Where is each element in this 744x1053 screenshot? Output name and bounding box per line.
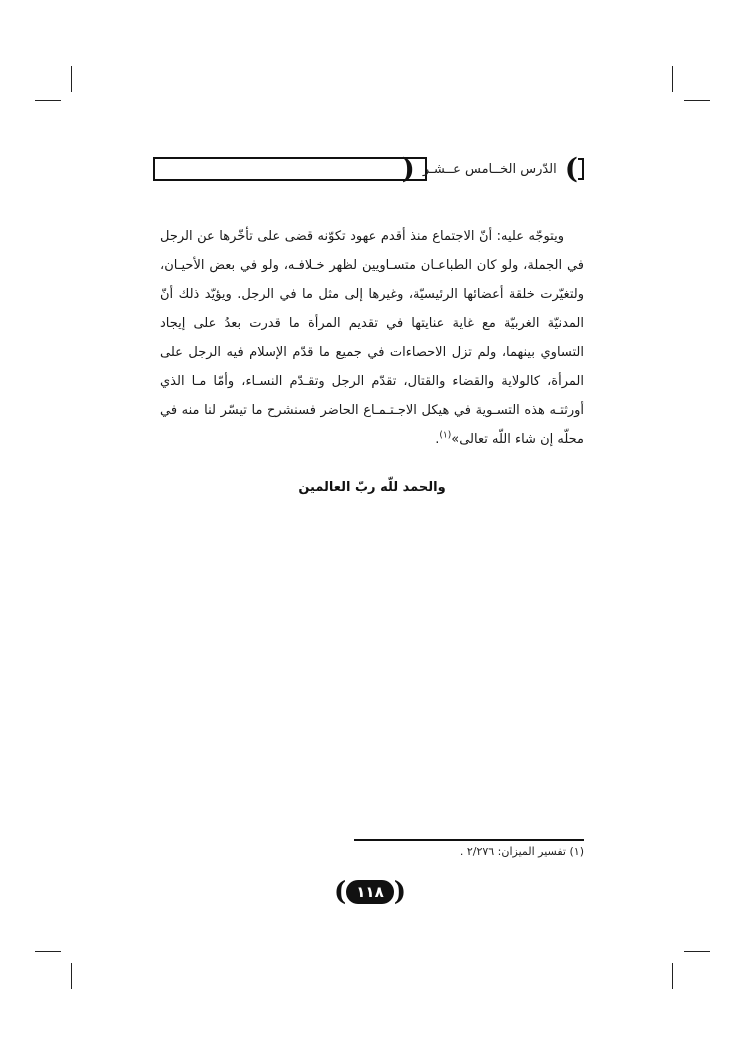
footnote-rule xyxy=(354,839,584,841)
page-number: ١١٨ xyxy=(346,880,393,904)
header-end-bracket xyxy=(578,158,584,180)
body-paragraph xyxy=(160,222,584,454)
header-title: الدّرس الخــامس عــشـر xyxy=(422,161,557,177)
crop-mark-top-left-h xyxy=(35,100,61,101)
running-header xyxy=(153,152,584,185)
header-title-group xyxy=(401,152,584,185)
page-number-open-paren: ( xyxy=(333,877,347,907)
body-text xyxy=(160,222,584,454)
header-rule-box xyxy=(153,152,427,185)
crop-mark-top-right-h xyxy=(684,100,710,101)
crop-mark-bottom-left-v xyxy=(71,963,72,989)
closing-line: والحمد للّه ربّ العالمين xyxy=(298,480,446,495)
header-close-paren: ) xyxy=(401,152,415,185)
page-number-close-paren: ) xyxy=(393,877,407,907)
footnote-text: (١) تفسير الميزان: ٢/٢٧٦ . xyxy=(459,845,584,858)
crop-mark-top-right-v xyxy=(672,66,673,92)
crop-mark-bottom-right-h xyxy=(684,951,710,952)
crop-mark-bottom-right-v xyxy=(672,963,673,989)
crop-mark-bottom-left-h xyxy=(35,951,61,952)
crop-mark-top-left-v xyxy=(71,66,72,92)
footnote-reference: (١) xyxy=(439,430,452,441)
header-open-paren: ( xyxy=(564,152,578,185)
page-number-badge xyxy=(333,877,407,907)
body-end-mark: . xyxy=(435,432,440,447)
body-paragraph-text: ويتوجّه عليه: أنّ الاجتماع منذ أقدم عهود تكوّنه قضى على تأخّرها عن الرجل في الجملة، ولو كان الطباعـان متسـاويين لظهر خـلافـه، ولو في بعض الأحيـان، ولتغيّرت خلقة أعضائها الرئيسيّة، وغيرها إلى مثل ما في الرجل. ويؤيّد ذلك أنّ المدنيّة الغربيّة مع غاية عنايتها في تقديم المرأة ما قدرت بعدُ على إيجاد التساوي بينهما، ولم تزل الاحصاءات في جميع ما قدّم الإسلام فيه الرجل على المرأة، كالولاية والقضاء والقتال، تقدّم الرجل وتقـدّم النسـاء، وأمّا مـا الذي أورثتـه هذه التسـوية في هيكل الاجـتـمـاع الحاضر فسنشرح ما تيسّر لنا منه في محلّه إن شاء اللّه تعالى» xyxy=(160,229,584,447)
